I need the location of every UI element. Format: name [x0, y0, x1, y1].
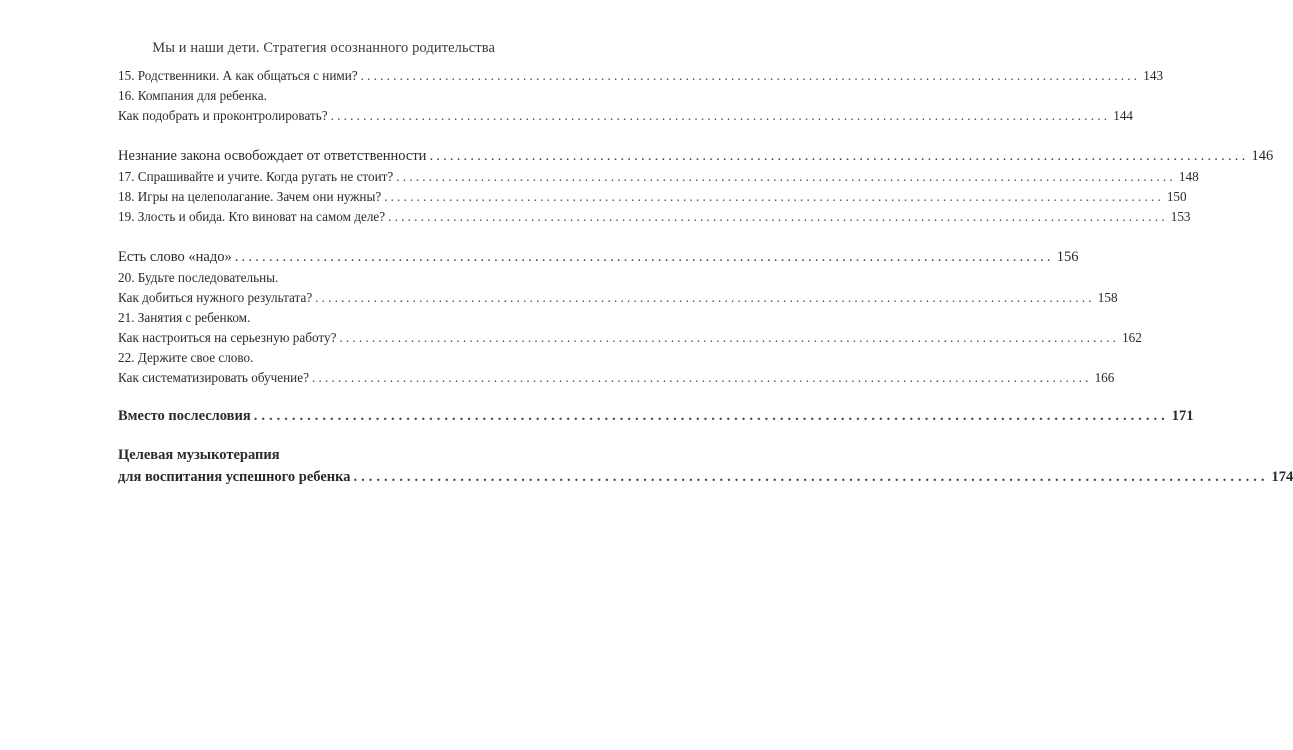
toc-entry-title: Как добиться нужного результата? — [118, 290, 313, 305]
toc-entry — [118, 328, 1142, 348]
toc-entry — [118, 368, 1115, 388]
toc-entry-page: 171 — [1171, 408, 1194, 424]
toc-entry-title: Незнание закона освобождает от ответственности — [118, 148, 427, 164]
toc-section-bold — [118, 444, 485, 466]
toc-leader-dots: ........................................................................................................................ — [396, 169, 1176, 184]
toc-entry — [118, 66, 1164, 86]
toc-entry-page: 144 — [1113, 108, 1133, 123]
toc-entry-title: Как настроиться на серьезную работу? — [118, 330, 337, 345]
toc-entry-page: 174 — [1271, 469, 1293, 485]
toc-entry-title: Есть слово «надо» — [118, 249, 232, 265]
toc-entry — [118, 288, 1118, 308]
toc-entry-page: 162 — [1122, 330, 1142, 345]
toc-entry-title: 17. Спрашивайте и учите. Когда ругать не стоит? — [118, 169, 394, 184]
toc-entry-title: 18. Игры на целеполагание. Зачем они нужны? — [118, 189, 382, 204]
toc-entry-page: 158 — [1097, 290, 1118, 305]
toc-section-bold — [118, 405, 1194, 427]
running-title: Мы и наши дети. Стратегия осознанного родительства — [152, 40, 495, 56]
toc-entry-title: 19. Злость и обида. Кто виноват на самом деле? — [118, 209, 386, 224]
toc-leader-dots: ........................................................................................................................ — [234, 249, 1054, 265]
toc-entry-page: 146 — [1251, 148, 1274, 164]
toc-leader-dots: ........................................................................................................................ — [330, 108, 1111, 123]
toc-entry — [118, 187, 1187, 207]
toc-leader-dots: ........................................................................................................................ — [360, 68, 1141, 83]
toc-section-bold — [118, 466, 1293, 488]
toc-entry-title: Как систематизировать обучение? — [118, 370, 309, 385]
toc-entry-title: Как подобрать и проконтролировать? — [118, 108, 328, 123]
toc-leader-dots: ........................................................................................................................ — [353, 469, 1269, 485]
toc-entry-page: 153 — [1170, 209, 1191, 224]
toc-entry-title: 20. Будьте последовательны. — [118, 270, 279, 285]
toc-leader-dots: ........................................................................................................................ — [253, 408, 1169, 424]
toc-entry-title: 15. Родственники. А как общаться с ними? — [118, 68, 358, 83]
toc-entry — [118, 308, 485, 328]
toc-leader-dots: ........................................................................................................................ — [311, 370, 1092, 385]
toc-entry-title: 21. Занятия с ребенком. — [118, 310, 251, 325]
toc-entry-page: 143 — [1143, 68, 1164, 83]
toc-entry-page: 166 — [1094, 370, 1115, 385]
toc-entry — [118, 207, 1191, 227]
toc-entry-title: 16. Компания для ребенка. — [118, 88, 267, 103]
toc-entry-title: Целевая музыкотерапия — [118, 447, 280, 463]
table-of-contents — [118, 66, 1293, 488]
toc-entry-page: 156 — [1056, 249, 1079, 265]
toc-leader-dots: ........................................................................................................................ — [429, 148, 1249, 164]
toc-leader-dots: ........................................................................................................................ — [384, 189, 1164, 204]
toc-section — [118, 145, 1274, 167]
toc-leader-dots: ........................................................................................................................ — [315, 290, 1095, 305]
toc-entry — [118, 106, 1133, 126]
toc-entry-page: 150 — [1166, 189, 1187, 204]
toc-entry — [118, 268, 485, 288]
toc-section — [118, 246, 1079, 268]
toc-leader-dots: ........................................................................................................................ — [388, 209, 1168, 224]
toc-entry — [118, 348, 485, 368]
toc-entry-title: 22. Держите свое слово. — [118, 350, 254, 365]
toc-entry — [118, 167, 1199, 187]
toc-entry-title: Вместо послесловия — [118, 408, 251, 424]
toc-leader-dots: ........................................................................................................................ — [339, 330, 1120, 345]
toc-entry — [118, 86, 485, 106]
toc-entry-title: для воспитания успешного ребенка — [118, 469, 351, 485]
toc-entry-page: 148 — [1178, 169, 1199, 184]
